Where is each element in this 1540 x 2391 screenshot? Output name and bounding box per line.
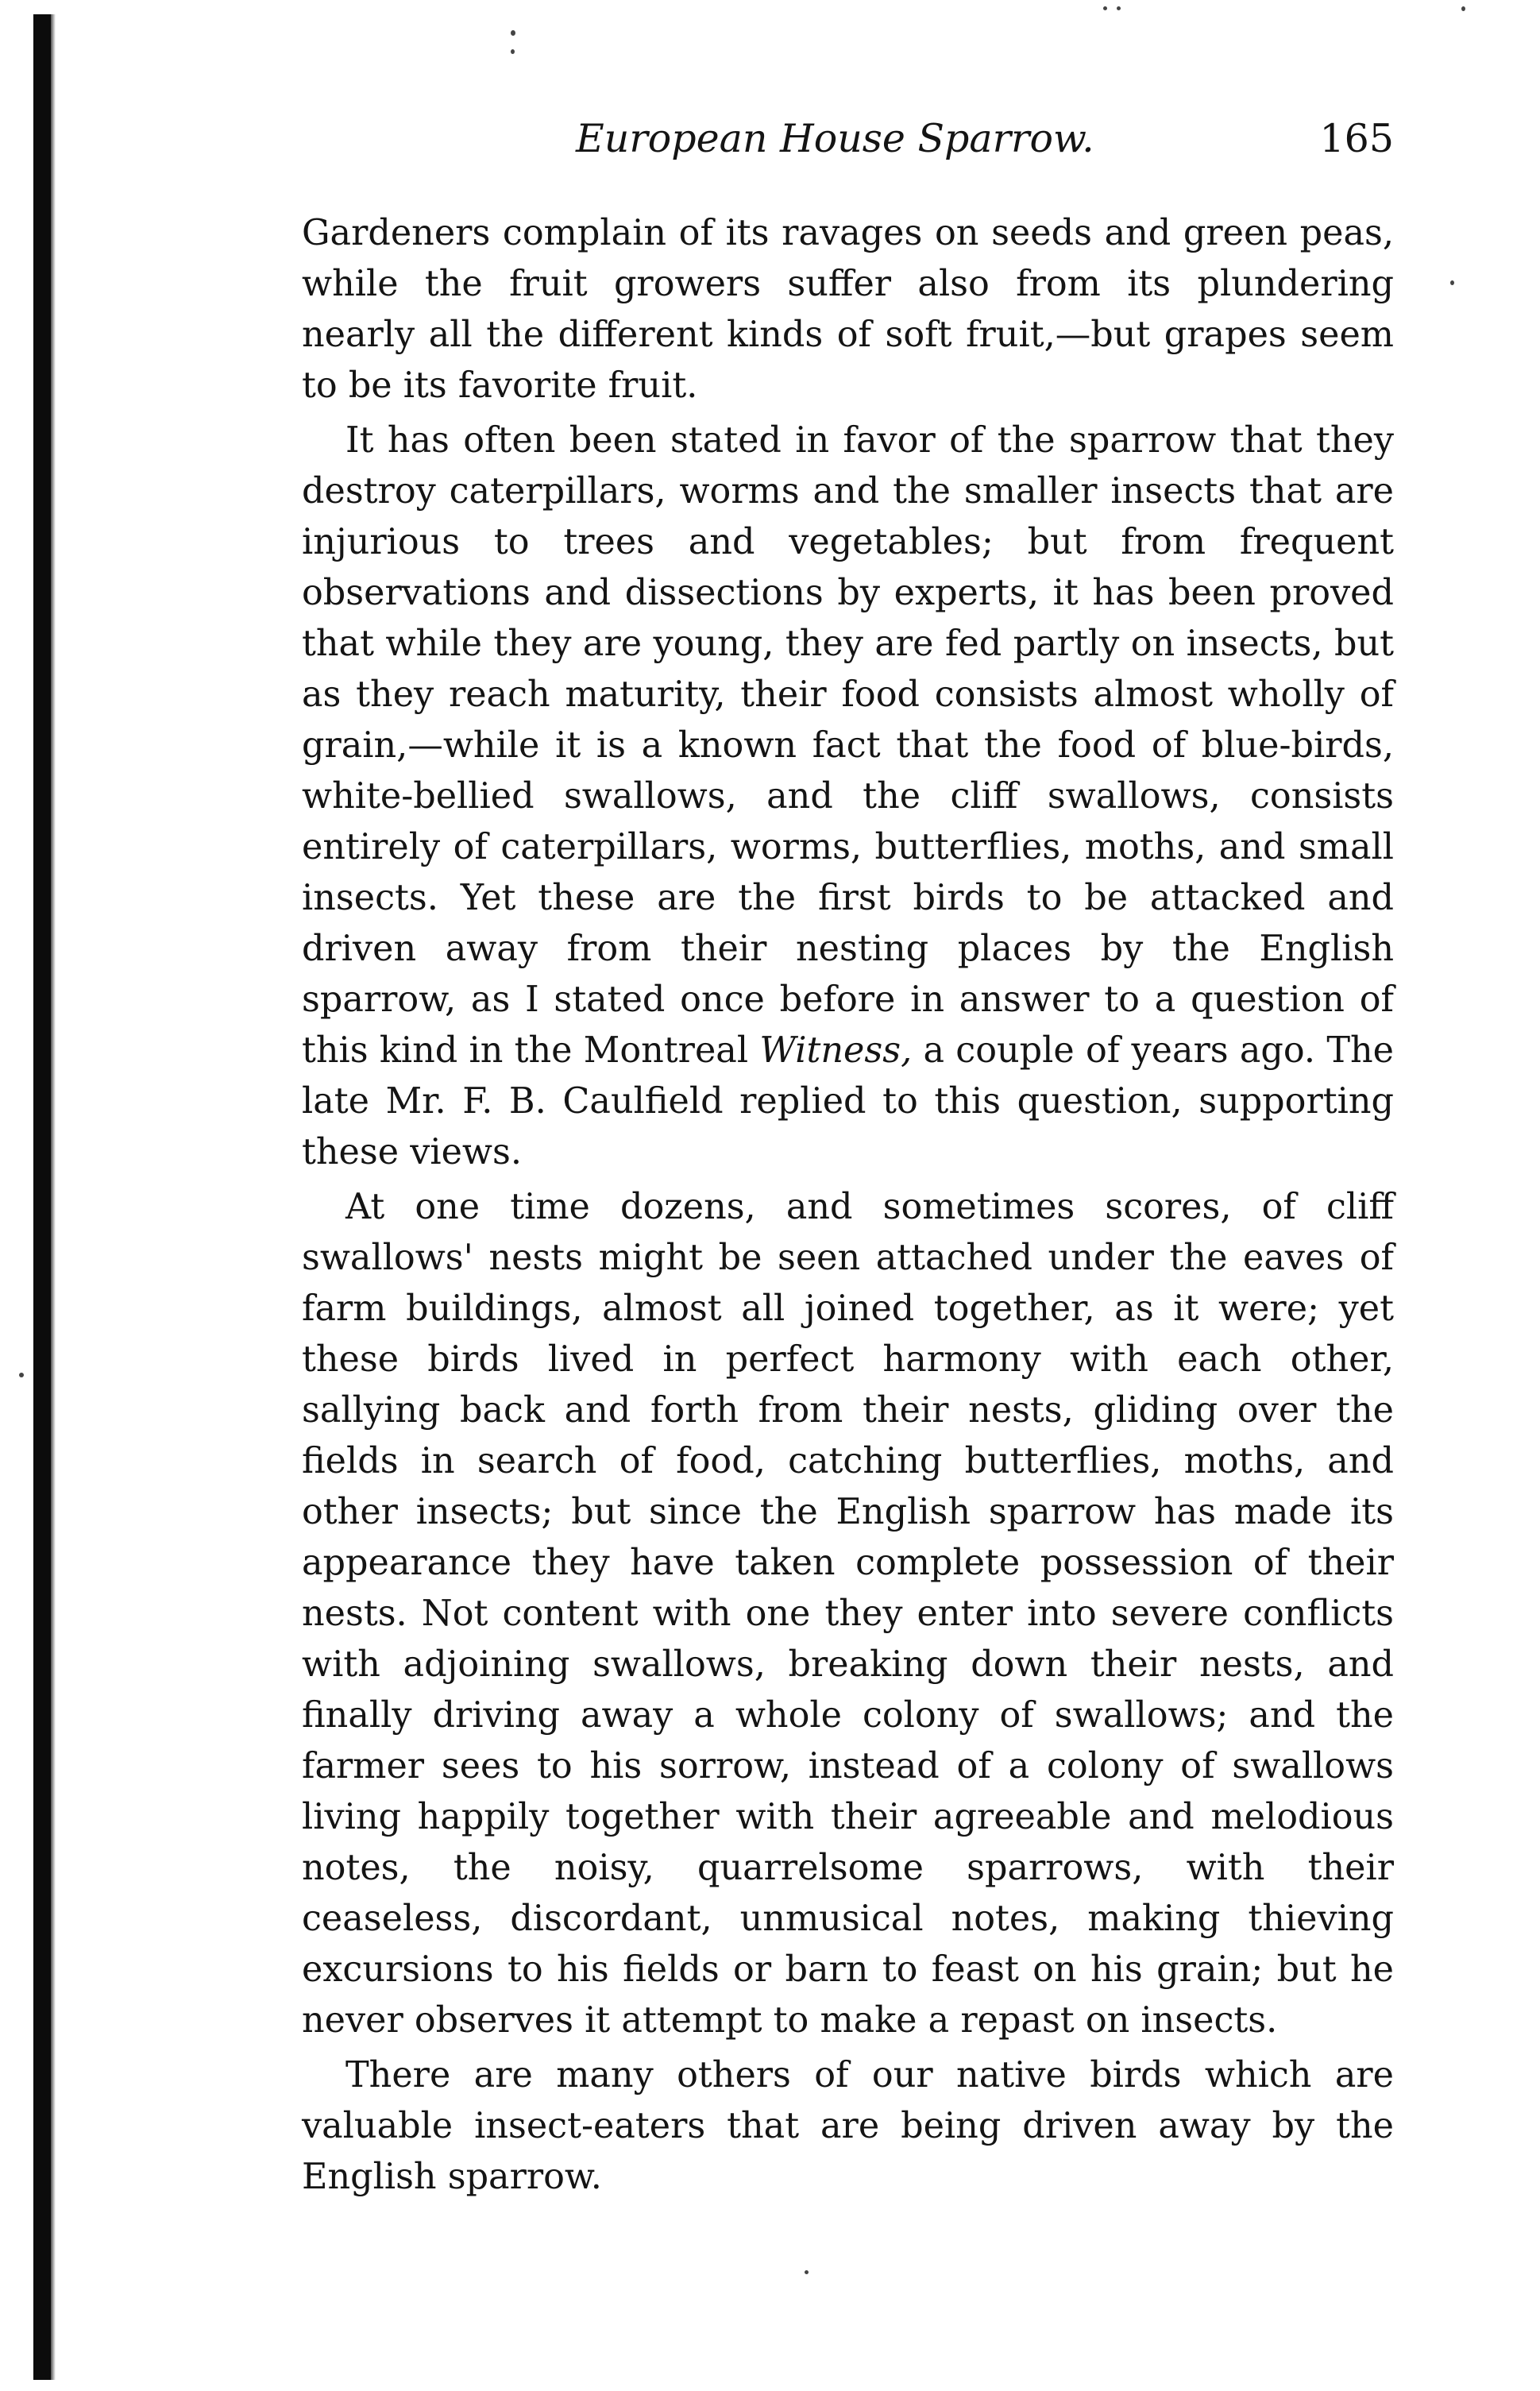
running-title: European House Sparrow. (576, 116, 1094, 161)
page-binding-shadow (51, 14, 56, 2380)
print-speck (511, 30, 515, 36)
print-speck (1461, 6, 1465, 11)
page-header (302, 115, 1406, 179)
paragraph-text: It has often been stated in favor of the sparrow that they destroy caterpillars, worms and the smaller insects that are injurious to trees and vegetables; but from frequent observations and dissections by experts, it has been proved that while they are young, they are fed partly on insects, but as they reach maturity, their food consists almost wholly of grain,—while it is a known fact that the food of blue-birds, white-bellied swallows, and the cliff swallows, consists entirely of caterpillars, worms, butterflies, moths, and small insects. Yet these are the first birds to be attacked and driven away from their nesting places by the English sparrow, as I stated once before in answer to a question of this kind in the Montreal (302, 420, 1394, 1071)
paragraph-text: At one time dozens, and sometimes scores, of cliff swallows' nests might be seen attached under the eaves of farm buildings, almost all joined together, as it were; yet these birds lived in perfect harmony with each other, sallying back and forth from their nests, gliding over the fields in search of food, catching butterflies, moths, and other insects; but since the English sparrow has made its appearance they have taken complete possession of their nests. Not content with one they enter into severe conflicts with adjoining swallows, breaking down their nests, and finally driving away a whole colony of swallows; and the farmer sees to his sorrow, instead of a colony of swallows living happily together with their agreeable and melodious notes, the noisy, quarrelsome sparrows, with their ceaseless, discordant, unmusical notes, making thieving excursions to his fields or barn to feast on his grain; but he never observes it attempt to make a repast on insects. (302, 1187, 1394, 2041)
print-speck (511, 49, 515, 54)
paragraph (302, 415, 1394, 1178)
print-speck (805, 2270, 809, 2274)
paragraph-text: a couple of years ago. The late Mr. F. B. Caulfield replied to this question, supporting these views. (302, 1030, 1394, 1172)
print-speck (1117, 6, 1121, 10)
newspaper-title: Witness, (759, 1030, 913, 1071)
paragraph-text: There are many others of our native birds which are valuable insect-eaters that are being driven away by the English sparrow. (302, 2055, 1394, 2197)
page-binding-edge (33, 14, 51, 2380)
print-speck (1450, 280, 1454, 285)
print-speck (1103, 6, 1107, 10)
paragraph-text: Gardeners complain of its ravages on seeds and green peas, while the fruit growers suffer also from its plundering nearly all the different kinds of soft fruit,—but grapes seem to be its favorite fruit. (302, 213, 1394, 406)
paragraph (302, 208, 1394, 411)
paragraph (302, 1182, 1394, 2046)
paragraph (302, 2050, 1394, 2203)
page-number: 165 (1319, 116, 1394, 161)
page-body (302, 208, 1394, 2207)
print-speck (19, 1373, 24, 1377)
